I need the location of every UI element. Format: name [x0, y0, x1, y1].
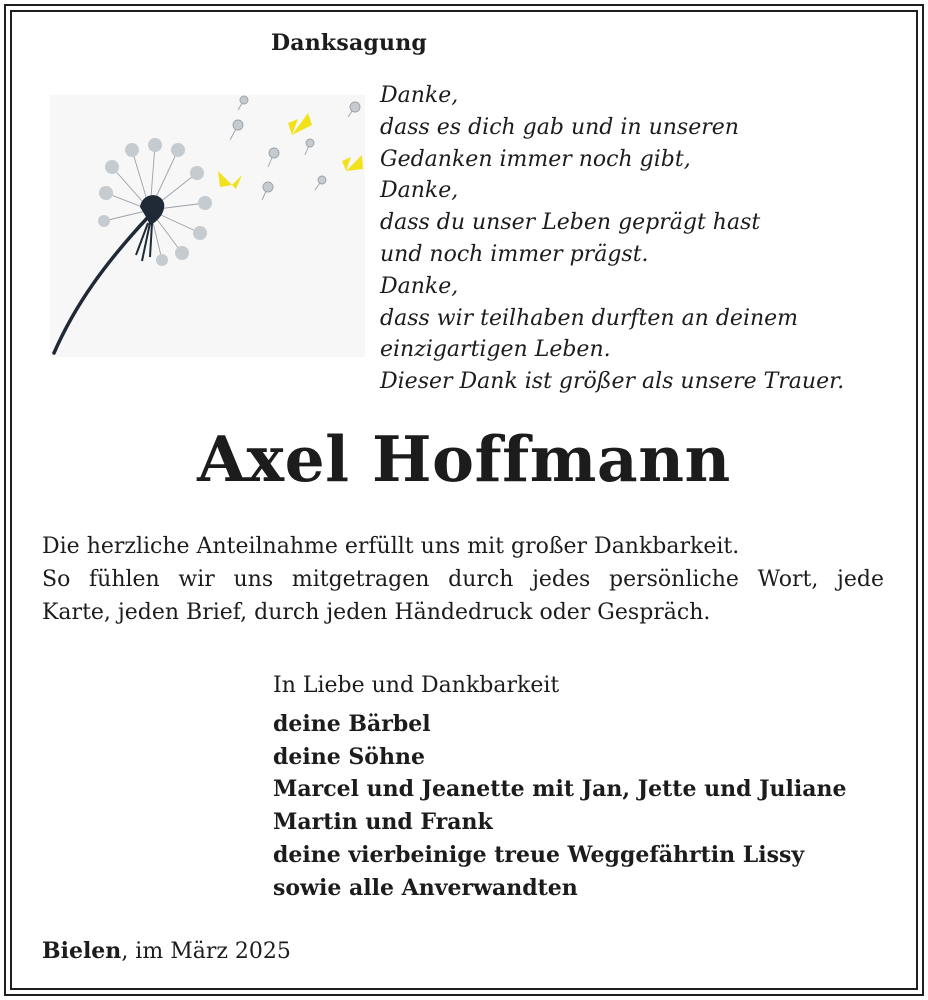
signatures [273, 708, 847, 904]
signature-line: deine Bärbel [273, 711, 431, 737]
poem-line: Danke, [380, 273, 459, 299]
deceased-name: Axel Hoffmann [197, 422, 731, 496]
thank-you-text [42, 530, 884, 629]
poem-line: Dieser Dank ist größer als unsere Trauer. [380, 369, 845, 395]
body-line: Die herzliche Anteilnahme erfüllt uns mit großer Dankbarkeit. [42, 534, 740, 559]
dandelion-with-butterflies-icon [50, 95, 365, 357]
dandelion-illustration [50, 95, 365, 357]
poem-line: dass es dich gab und in unseren [380, 114, 739, 140]
body-line: So fühlen wir uns mitgetragen durch jedes persönliche Wort, jede [42, 567, 884, 592]
date: , im März 2025 [121, 939, 291, 964]
poem-line: Gedanken immer noch gibt, [380, 146, 691, 172]
notice-heading: Danksagung [271, 30, 427, 56]
poem-line: Danke, [380, 178, 459, 204]
place: Bielen [42, 938, 122, 964]
poem-line: dass wir teilhaben durften an deinem [380, 305, 799, 331]
body-line: Karte, jeden Brief, durch jeden Händedruck oder Gespräch. [42, 600, 711, 625]
signature-line: Martin und Frank [273, 809, 493, 836]
signature-line: deine Söhne [273, 743, 425, 770]
poem [380, 80, 844, 398]
place-and-date [42, 938, 291, 964]
closing-phrase: In Liebe und Dankbarkeit [273, 673, 560, 698]
poem-line: und noch immer prägst. [380, 241, 649, 267]
poem-line: einzigartigen Leben. [380, 337, 611, 363]
poem-line: Danke, [380, 83, 459, 108]
signature-line: sowie alle Anverwandten [273, 874, 578, 901]
signature-line: Marcel und Jeanette mit Jan, Jette und Juliane [273, 776, 847, 803]
signature-line: deine vierbeinige treue Weggefährtin Lissy [273, 841, 805, 868]
poem-line: dass du unser Leben geprägt hast [380, 210, 761, 236]
